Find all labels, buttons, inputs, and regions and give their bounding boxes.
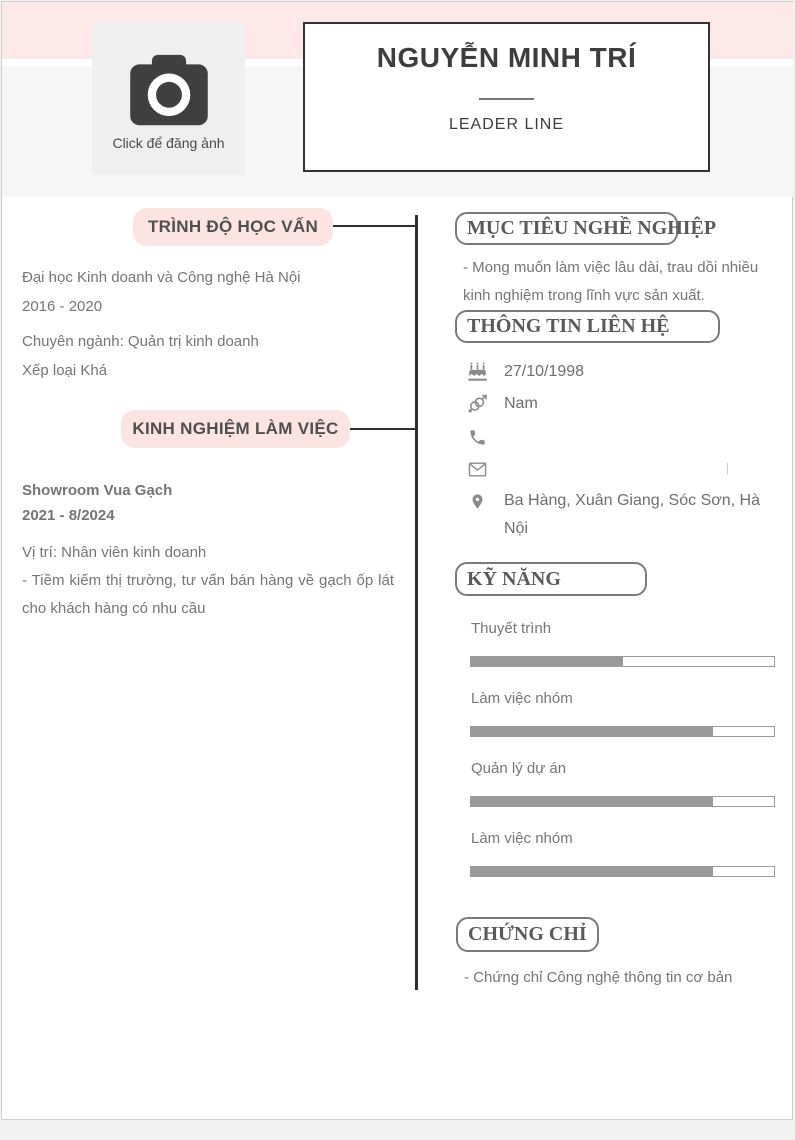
education-connector-line (330, 225, 417, 227)
experience-connector-line (347, 428, 417, 430)
contact-row-gender[interactable] (466, 393, 538, 415)
contact-address-value[interactable]: Ba Hàng, Xuân Giang, Sóc Sơn, Hà Nội (504, 492, 760, 537)
column-divider-line (415, 215, 418, 990)
contact-row-email[interactable] (466, 458, 504, 480)
skill-progress-bar[interactable] (470, 656, 775, 667)
skill-progress-fill (471, 657, 623, 666)
education-major[interactable]: Chuyên ngành: Quản trị kinh doanh (22, 333, 259, 350)
experience-position[interactable]: Vị trí: Nhân viên kinh doanh (22, 544, 207, 561)
photo-upload-placeholder[interactable] (92, 22, 245, 175)
experience-description[interactable]: - Tiềm kiếm thị trường, tư vấn bán hàng về gạch ốp lát cho khách hàng có nhu cầu (22, 572, 394, 617)
phone-icon (466, 426, 488, 448)
skill-progress-fill (471, 727, 713, 736)
skill-name[interactable]: Làm việc nhóm (471, 830, 573, 847)
section-label-experience[interactable]: KINH NGHIỆM LÀM VIỆC (121, 410, 350, 448)
candidate-subtitle[interactable]: LEADER LINE (448, 116, 565, 133)
education-block[interactable] (22, 263, 394, 385)
certificate-text[interactable]: - Chứng chỉ Công nghệ thông tin cơ bản (464, 969, 733, 986)
contact-row-birthday[interactable] (466, 361, 584, 383)
experience-company[interactable]: Showroom Vua Gạch (22, 482, 173, 499)
section-header-objective[interactable]: MỤC TIÊU NGHỀ NGHIỆP (455, 212, 678, 245)
skill-progress-fill (471, 797, 713, 806)
skill-progress-bar[interactable] (470, 726, 775, 737)
contact-row-phone[interactable] (466, 426, 504, 448)
experience-period[interactable]: 2021 - 8/2024 (22, 507, 115, 524)
photo-upload-label: Click để đăng ảnh (112, 134, 225, 151)
section-header-contact[interactable]: THÔNG TIN LIÊN HỆ (455, 310, 720, 343)
education-school[interactable]: Đại học Kinh doanh và Công nghệ Hà Nội (22, 269, 301, 286)
camera-icon (123, 53, 215, 129)
skill-progress-bar[interactable] (470, 796, 775, 807)
skill-name[interactable]: Làm việc nhóm (471, 690, 573, 707)
candidate-name[interactable]: NGUYỄN MINH TRÍ (376, 42, 637, 73)
section-header-certificates[interactable]: CHỨNG CHỈ (456, 917, 599, 952)
gender-icon (466, 393, 488, 415)
contact-birthday-value[interactable]: 27/10/1998 (504, 363, 585, 380)
email-icon (466, 458, 488, 480)
skill-name[interactable]: Thuyết trình (471, 620, 552, 637)
name-divider-rule (479, 98, 534, 100)
section-header-skills[interactable]: KỸ NĂNG (455, 562, 647, 596)
name-box[interactable] (303, 22, 710, 172)
section-label-education[interactable]: TRÌNH ĐỘ HỌC VẤN (133, 208, 333, 246)
education-grade[interactable]: Xếp loại Khá (22, 362, 108, 379)
skill-progress-bar[interactable] (470, 866, 775, 877)
email-field-cursor (727, 463, 728, 474)
contact-row-address[interactable] (466, 490, 774, 543)
skill-name[interactable]: Quản lý dự án (471, 760, 567, 777)
skill-progress-fill (471, 867, 713, 876)
education-years[interactable]: 2016 - 2020 (22, 298, 103, 315)
objective-text[interactable]: - Mong muốn làm việc lâu dài, trau dồi nhiều kinh nghiệm trong lĩnh vực sản xuất. (463, 259, 759, 304)
birthday-cake-icon (466, 361, 488, 383)
experience-block[interactable] (22, 478, 394, 623)
contact-gender-value[interactable]: Nam (504, 395, 538, 412)
location-pin-icon (466, 490, 488, 512)
